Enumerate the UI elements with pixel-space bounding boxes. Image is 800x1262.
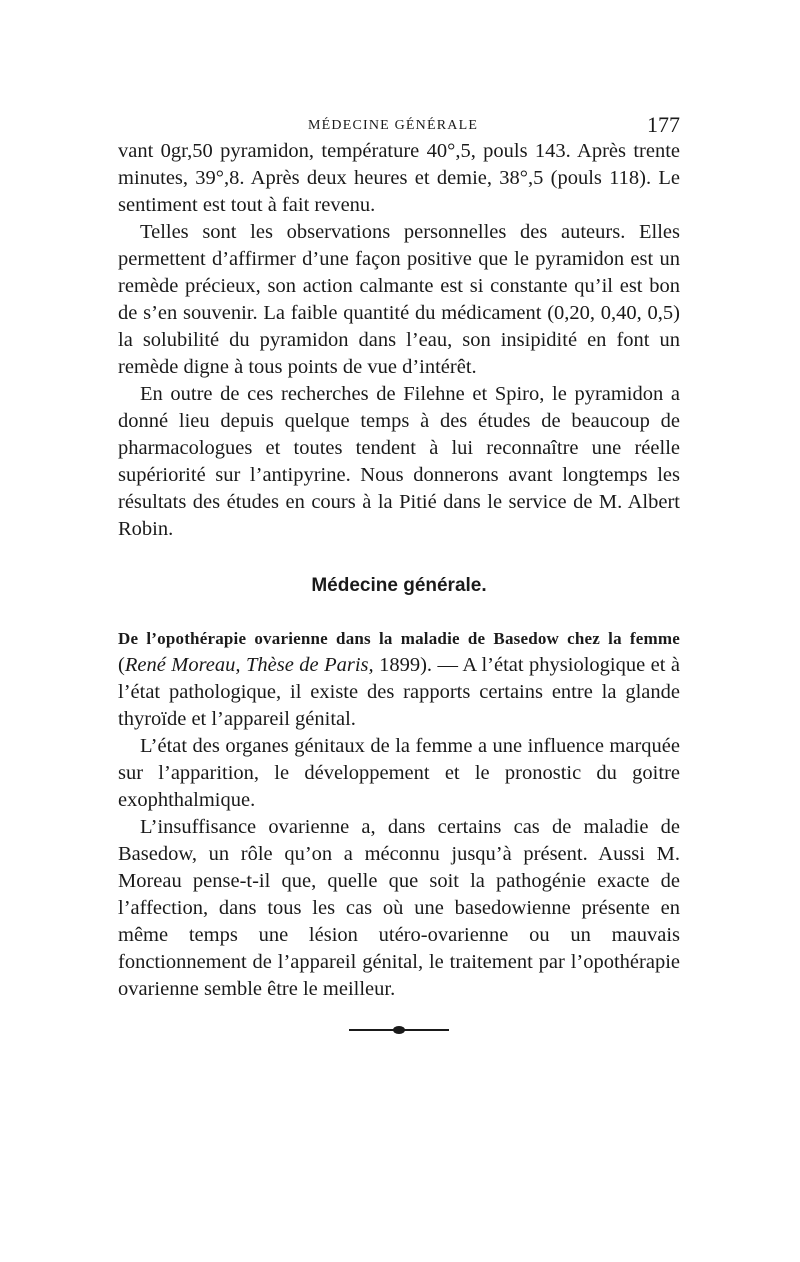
- end-ornament-rule: [349, 1029, 449, 1031]
- article-title: De l’opothérapie ovarienne dans la maladie de Basedow chez la femme: [118, 629, 680, 648]
- body-paragraph-1: vant 0gr,50 pyramidon, température 40°,5, pouls 143. Après trente minutes, 39°,8. Après deux heures et demie, 38°,5 (pouls 118). Le sentiment est tout à fait revenu.: [118, 140, 680, 216]
- page-number: 177: [647, 112, 680, 137]
- page: [118, 112, 680, 1031]
- section-title: Médecine générale.: [311, 575, 487, 596]
- article-paragraph-2: L’état des organes génitaux de la femme a une influence marquée sur l’apparition, le développement et le pronostic du goitre exophthalmique.: [118, 735, 680, 811]
- running-head: [118, 112, 680, 138]
- citation-open: (: [118, 654, 125, 676]
- article-intro: 1899). — A l’état physiologique et à l’état pathologique, il existe des rapports certains entre la glande thyroïde et l’appareil génital.: [118, 654, 680, 730]
- running-title: MÉDECINE GÉNÉRALE: [308, 118, 479, 133]
- citation-source: René Moreau, Thèse de Paris,: [124, 654, 374, 676]
- body-paragraph-2: Telles sont les observations personnelles des auteurs. Elles permettent d’affirmer d’une façon positive que le pyramidon est un remède précieux, son action calmante est si constante qu’il est bon de s’en souvenir. La faible quantité du médicament (0,20, 0,40, 0,5) la solubilité du pyramidon dans l’eau, son insipidité en font un remède digne à tous points de vue d’intérêt.: [118, 221, 680, 378]
- article-paragraph-3: L’insuffisance ovarienne a, dans certains cas de maladie de Basedow, un rôle qu’on a méconnu jusqu’à présent. Aussi M. Moreau pense-t-il que, quelle que soit la pathogénie exacte de l’affection, dans tous les cas où une basedowienne présente en même temps une lésion utéro-ovarienne ou un mauvais fonctionnement de l’appareil génital, le traitement par l’opothérapie ovarienne semble être le meilleur.: [118, 816, 680, 1000]
- article-heading: [118, 625, 680, 733]
- body-paragraph-3: En outre de ces recherches de Filehne et Spiro, le pyramidon a donné lieu depuis quelque temps à des études de beaucoup de pharmacologues et toutes tendent à lui reconnaître une réelle supériorité sur l’antipyrine. Nous donnerons avant longtemps les résultats des études en cours à la Pitié dans le service de M. Albert Robin.: [118, 383, 680, 540]
